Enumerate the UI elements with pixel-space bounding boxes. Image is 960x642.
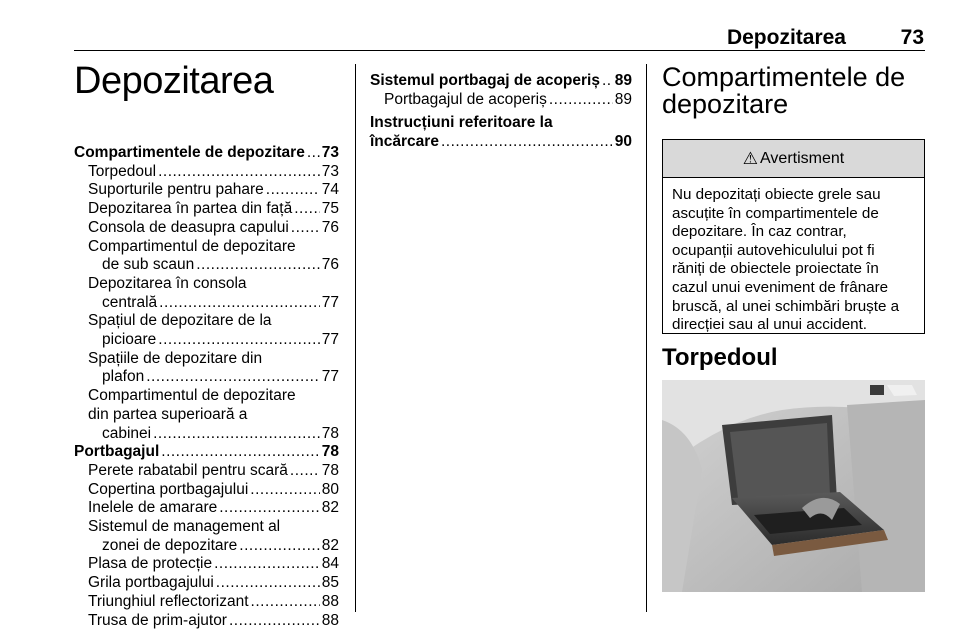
column-divider-1 [355, 64, 356, 612]
toc-entry[interactable] [74, 331, 339, 350]
toc-entry-line [74, 387, 339, 406]
toc-leader-dots [602, 72, 613, 91]
warning-line: bruscă, al unei schimbări bruște a [672, 297, 900, 315]
toc-page-number: 75 [321, 200, 339, 218]
toc-entry[interactable] [74, 219, 339, 238]
toc-entry[interactable] [74, 181, 339, 200]
toc-page-number: 85 [321, 574, 339, 592]
toc-entry-title: Sistemul portbagaj de acoperiș [370, 72, 600, 89]
toc-entry[interactable] [74, 294, 339, 313]
toc-entry-title: de sub scaun [102, 256, 195, 274]
toc-entry[interactable] [74, 163, 339, 182]
toc-page-number: 89 [614, 72, 632, 89]
section-title-line-2: depozitare [662, 89, 789, 119]
running-header-title: Depozitarea [726, 26, 846, 49]
toc-leader-dots [159, 294, 320, 313]
toc-entry-title: Inelele de amarare [88, 499, 218, 517]
toc-leader-dots [146, 368, 320, 387]
toc-page-number: 78 [321, 461, 339, 479]
toc-entry-title: Copertina portbagajului [88, 480, 249, 498]
toc-leader-dots [441, 133, 613, 152]
toc-page-number: 77 [321, 293, 339, 311]
glovebox-illustration [662, 380, 925, 592]
warning-line: răniți de obiectele proiectate în [672, 260, 879, 278]
toc-page-number: 76 [321, 218, 339, 236]
page-number: 73 [900, 26, 924, 49]
glovebox-photo [662, 380, 925, 592]
warning-title: Avertisment [760, 149, 845, 167]
toc-page-number: 84 [321, 555, 339, 573]
toc-section-entry[interactable] [74, 144, 339, 163]
toc-leader-dots [216, 574, 320, 593]
toc-page-number: 90 [614, 133, 632, 151]
toc-entry-title: Grila portbagajului [88, 574, 214, 592]
warning-line: ocupanții autovehiculului pot fi [672, 241, 875, 259]
toc-section-entry[interactable] [370, 72, 632, 91]
toc-leader-dots [266, 181, 320, 200]
warning-line: cazul unui eveniment de frânare [672, 278, 889, 296]
warning-line: direcției sau al unui accident. [672, 316, 868, 334]
toc-entry-line [74, 406, 339, 425]
toc-entry-text: Sistemul de management al [88, 518, 281, 536]
toc-page-number: 78 [321, 443, 339, 461]
toc-leader-dots [153, 425, 320, 444]
warning-header [663, 140, 924, 178]
toc-entry-title: Trusa de prim-ajutor [88, 611, 227, 629]
toc-entry[interactable] [74, 555, 339, 574]
toc-entry-title: zonei de depozitare [102, 536, 238, 554]
toc-page-number: 73 [321, 162, 339, 180]
toc-column-2 [370, 72, 632, 152]
toc-page-number: 76 [321, 256, 339, 274]
toc-leader-dots [219, 499, 320, 518]
subsection-title: Torpedoul [662, 344, 778, 371]
toc-entry-line [74, 312, 339, 331]
toc-page-number: 73 [321, 144, 339, 161]
toc-entry-title: Consola de deasupra capului [88, 218, 289, 236]
chapter-title: Depozitarea [74, 60, 274, 102]
toc-entry-text: din partea superioară a [88, 405, 248, 423]
toc-leader-dots [214, 555, 320, 574]
toc-entry-text: Depozitarea în consola [88, 274, 247, 292]
toc-entry-title: Torpedoul [88, 162, 157, 180]
toc-page-number: 77 [321, 368, 339, 386]
toc-entry[interactable] [74, 537, 339, 556]
toc-page-number: 82 [321, 536, 339, 554]
toc-entry-line [74, 518, 339, 537]
toc-leader-dots [158, 331, 319, 350]
toc-entry-title: Depozitarea în partea din față [88, 200, 293, 218]
toc-entry[interactable] [74, 593, 339, 612]
toc-leader-dots [239, 537, 319, 556]
toc-entry-line [74, 275, 339, 294]
toc-column-1 [74, 144, 339, 630]
warning-text [663, 178, 924, 343]
column-divider-2 [646, 64, 647, 612]
toc-leader-dots [250, 481, 319, 500]
toc-section-entry[interactable] [370, 133, 632, 152]
toc-page-number: 82 [321, 499, 339, 517]
toc-entry-text: Spațiul de depozitare de la [88, 312, 272, 330]
header-rule [74, 50, 925, 51]
toc-entry-title: cabinei [102, 424, 152, 442]
toc-entry[interactable] [74, 574, 339, 593]
toc-leader-dots [549, 91, 613, 110]
toc-entry-title: Perete rabatabil pentru scară [88, 461, 288, 479]
toc-entry-title: Suporturile pentru pahare [88, 181, 264, 199]
toc-entry[interactable] [74, 200, 339, 219]
toc-entry[interactable] [74, 425, 339, 444]
warning-line: Nu depozitați obiecte grele sau [672, 186, 881, 203]
toc-page-number: 80 [321, 480, 339, 498]
toc-page-number: 88 [321, 611, 339, 629]
toc-entry[interactable] [74, 612, 339, 631]
toc-page-number: 89 [614, 90, 632, 108]
toc-entry-title: Portbagajul de acoperiș [384, 90, 547, 108]
warning-line: ascuțite în compartimentele de [672, 204, 879, 222]
warning-triangle-icon: ⚠ [742, 148, 759, 168]
toc-page-number: 78 [321, 424, 339, 442]
toc-leader-dots [251, 593, 320, 612]
warning-box [662, 139, 925, 334]
toc-entry-title: Portbagajul [74, 443, 160, 461]
toc-entry[interactable] [74, 499, 339, 518]
toc-entry-title: Plasa de protecție [88, 555, 213, 573]
toc-leader-dots [161, 443, 319, 462]
toc-section-entry[interactable] [74, 443, 339, 462]
toc-leader-dots [196, 256, 320, 275]
toc-entry-text: Compartimentul de depozitare [88, 237, 296, 255]
toc-leader-dots [158, 163, 320, 182]
toc-entry-title: centrală [102, 293, 158, 311]
toc-leader-dots [294, 200, 320, 219]
toc-entry-title: plafon [102, 368, 145, 386]
running-header [34, 22, 924, 52]
toc-entry-text: Compartimentul de depozitare [88, 387, 296, 405]
toc-entry[interactable] [74, 368, 339, 387]
section-title-line-1: Compartimentele de [662, 62, 906, 92]
toc-entry-title: încărcare [370, 133, 439, 151]
toc-leader-dots [290, 462, 320, 481]
toc-entry-title: Compartimentele de depozitare [74, 144, 305, 161]
warning-line: depozitare. În caz contrar, [672, 223, 847, 241]
toc-entry-line [74, 350, 339, 369]
toc-page-number: 74 [321, 181, 339, 199]
toc-entry[interactable] [370, 91, 632, 110]
toc-leader-dots [229, 612, 320, 631]
toc-entry-text: Instrucțiuni referitoare la [370, 114, 553, 132]
toc-entry-line [370, 114, 632, 133]
section-title [662, 64, 932, 118]
toc-entry[interactable] [74, 481, 339, 500]
toc-entry[interactable] [74, 256, 339, 275]
toc-leader-dots [291, 219, 320, 238]
toc-entry-title: picioare [102, 331, 157, 349]
toc-entry[interactable] [74, 462, 339, 481]
toc-leader-dots [307, 144, 320, 163]
toc-page-number: 88 [321, 592, 339, 610]
toc-entry-line [74, 238, 339, 257]
toc-entry-title: Triunghiul reflectorizant [88, 592, 249, 610]
toc-page-number: 77 [321, 331, 339, 349]
toc-entry-text: Spațiile de depozitare din [88, 349, 263, 367]
